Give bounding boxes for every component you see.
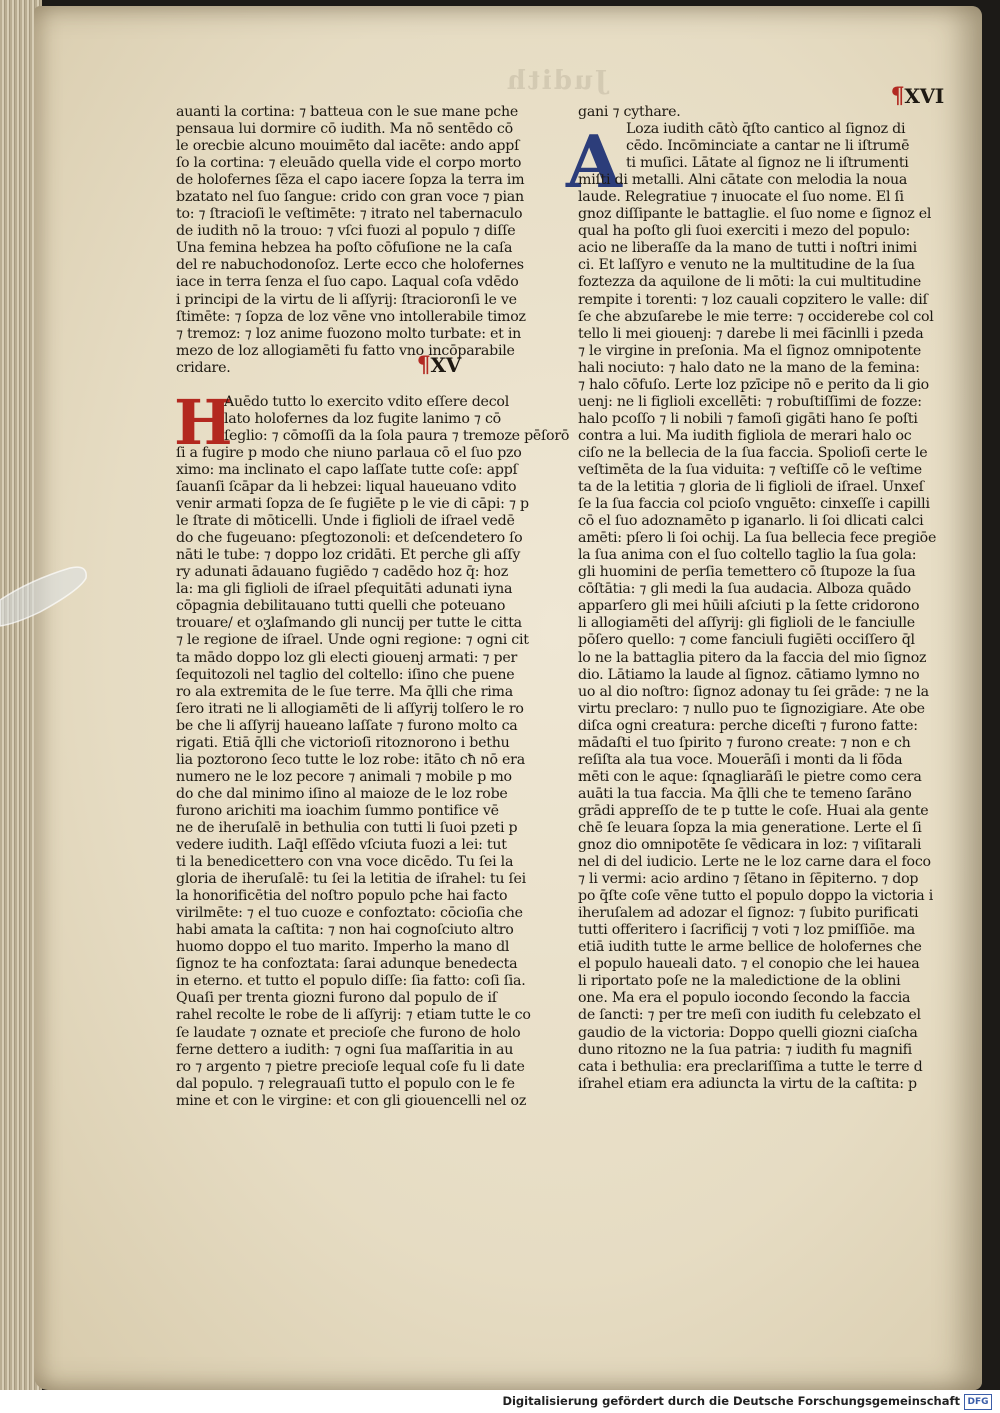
text-line: ſtimēte: ⁊ ſopza de loz vēne vno intollerabile timoz bbox=[176, 308, 526, 325]
text-line: Quaſi per trenta giozni furono dal populo de iſ bbox=[176, 990, 497, 1007]
text-line: dal populo. ⁊ relegrauaſi tutto el populo con le fe bbox=[176, 1075, 515, 1092]
text-line: miſti di metalli. Alni cātate con melodia la noua bbox=[578, 172, 908, 189]
text-line: qual ha poſto gli ſuoi exerciti i mezo del populo: bbox=[578, 223, 911, 240]
text-line: cōſtātia: ⁊ gli medi la ſua audacia. Alboza quādo bbox=[578, 581, 911, 598]
chapter-number: XV bbox=[430, 352, 461, 377]
text-line: ſignoz te ha confoztata: ſarai adunque benedecta bbox=[176, 956, 518, 973]
text-line: one. Ma era el populo iocondo ſecondo la faccia bbox=[578, 990, 911, 1007]
right-column-lines bbox=[578, 121, 950, 1093]
text-line: tutti offeritero i ſacrificij ⁊ voti ⁊ loz pmiſſiōe. ma bbox=[578, 922, 915, 939]
text-line: cridare. bbox=[176, 359, 231, 376]
text-line: ſequitozoli nel taglio del coltello: iſino che puene bbox=[176, 666, 515, 683]
text-line: rahel recolte le robe de li aſſyrij: ⁊ etiam tutte le co bbox=[176, 1007, 531, 1024]
text-line: ſo la cortina: ⁊ eleuādo quella vide el corpo morto bbox=[176, 155, 522, 172]
chapter-mark-xvi bbox=[890, 83, 944, 109]
text-line: i principi de la virtu de li aſſyrij: ſtracioronſi le ve bbox=[176, 291, 517, 308]
text-line: ſe che abzuſarebe le mie terre: ⁊ occiderebe col col bbox=[578, 308, 934, 325]
text-line: cēdo. Incōminciate a cantar ne li iſtrumē bbox=[626, 138, 910, 155]
text-line: hali nociuto: ⁊ halo dato ne la mano de la femina: bbox=[578, 359, 920, 376]
text-line: virtu preclaro: ⁊ nullo puo te ſignozigiare. Ate obe bbox=[578, 700, 925, 717]
text-line: Loza iudith cātò q̄ſto cantico al ſignoz di bbox=[626, 121, 906, 138]
text-line: iſrahel etiam era adiuncta la virtu de la caſtita: p bbox=[578, 1075, 917, 1092]
pilcrow-icon: ¶ bbox=[890, 83, 905, 109]
text-line: vedere iudith. Laq̄l eſſēdo vſciuta fuozi a lei: tut bbox=[176, 837, 507, 854]
text-line: nāti le tube: ⁊ doppo loz cridāti. Et perche gli aſſy bbox=[176, 547, 521, 564]
text-line: ti muſici. Lātate al ſignoz ne li iſtrumenti bbox=[626, 155, 909, 172]
text-line: cōpagnia debilitauano tutti quelli che poteuano bbox=[176, 598, 506, 615]
text-line: Auēdo tutto lo exercito vdito eſſere decol bbox=[224, 393, 509, 410]
text-line: ro ⁊ argento ⁊ pietre precioſe lequal coſe fu li date bbox=[176, 1058, 525, 1075]
text-line: el populo haueali dato. ⁊ el conopio che lei hauea bbox=[578, 956, 920, 973]
text-line: do che dal minimo iſino al maioze de le loz robe bbox=[176, 785, 508, 802]
text-line: ⁊ li vermi: acio ardino ⁊ ſētano in ſēpiterno. ⁊ dop bbox=[578, 871, 919, 888]
text-line: gnoz diſſipante le battaglie. el ſuo nome e ſignoz el bbox=[578, 206, 932, 223]
text-line: lia poztorono ſeco tutte le loz robe: itāto cħ nō era bbox=[176, 751, 525, 768]
text-line: rigati. Etiā q̄lli che victorioſi ritoznorono i bethu bbox=[176, 734, 510, 751]
text-line: mezo de loz allogiamēti fu fatto vno incōparabile bbox=[176, 342, 515, 359]
text-line: pensaua lui dormire cō iudith. Ma nō sentēdo cō bbox=[176, 121, 513, 138]
text-line: uo al dio noſtro: ſignoz adonay tu ſei grāde: ⁊ ne la bbox=[578, 683, 929, 700]
text-line: dio. Lātiamo la laude al ſignoz. cātiamo lymno no bbox=[578, 666, 920, 683]
chapter-initial-a: A bbox=[566, 119, 622, 204]
right-first-line: gani ⁊ cythare. bbox=[578, 104, 681, 120]
text-line: pōſero quello: ⁊ come fanciuli fugiēti occiſſero q̄l bbox=[578, 632, 915, 649]
text-line: gnoz dio omnipotēte ſe vēdicara in loz: ⁊ viſitarali bbox=[578, 837, 922, 854]
text-line: habi amata la caſtita: ⁊ non hai cognoſciuto altro bbox=[176, 922, 514, 939]
text-line: po q̄ſte coſe vēne tutto el populo doppo la victoria i bbox=[578, 888, 934, 905]
text-line: etiā iudith tutte le arme bellice de holofernes che bbox=[578, 939, 922, 956]
text-line: nel di del iudicio. Lerte ne le loz carne dara el foco bbox=[578, 854, 931, 871]
text-line: li riportato poſe ne la maledictione de la oblini bbox=[578, 973, 901, 990]
text-line: de ſancti: ⁊ per tre meſi con iudith fu celebzato el bbox=[578, 1007, 921, 1024]
chapter-mark-xv bbox=[416, 351, 461, 378]
text-line: ci. Et laſſyro e venuto ne la multitudine de la ſua bbox=[578, 257, 915, 274]
text-line: la ſua anima con el ſuo coltello taglio la ſua gola: bbox=[578, 547, 917, 564]
left-text-column bbox=[176, 104, 570, 1110]
text-line: mādaſti el tuo ſpirito ⁊ furono create: ⁊ non e ch bbox=[578, 734, 911, 751]
text-line: huomo doppo el tuo marito. Imperho la mano dl bbox=[176, 939, 510, 956]
text-line: la: ma gli figlioli de iſrael pſequitāti adunati iyna bbox=[176, 581, 513, 598]
text-line: gloria de iheruſalē: tu ſei la letitia de iſrahel: tu ſei bbox=[176, 871, 526, 888]
text-line: mine et con le virgine: et con gli giouencelli nel oz bbox=[176, 1092, 527, 1109]
text-line: ne de iheruſalē in bethulia con tutti li ſuoi pzeti p bbox=[176, 819, 518, 836]
text-line: gli huomini de perſia temettero cō ſtupoze la ſua bbox=[578, 564, 916, 581]
text-line: tello li mei giouenj: ⁊ darebe li mei fācinlli i pzeda bbox=[578, 325, 924, 342]
text-line: ⁊ le regione de iſrael. Unde ogni regione: ⁊ ogni cit bbox=[176, 632, 529, 649]
text-line: ro ala extremita de le ſue terre. Ma q̄lli che rima bbox=[176, 683, 513, 700]
text-line: ſi a fugire p modo che niuno parlaua cō el ſuo pzo bbox=[176, 444, 522, 461]
text-line: li allogiamēti del aſſyrij: gli figlioli de le fanciulle bbox=[578, 615, 915, 632]
bookmark-clip bbox=[0, 560, 92, 630]
text-line: le ſtrate di mōticelli. Unde i figlioli de iſrael vedē bbox=[176, 513, 515, 530]
text-line: bzatato nel ſuo ſangue: crido con gran voce ⁊ pian bbox=[176, 189, 524, 206]
dfg-logo-icon: DFG bbox=[964, 1394, 992, 1410]
text-line: cō el ſuo adoznamēto p iganarlo. li ſoi dlicati calci bbox=[578, 513, 924, 530]
text-line: to: ⁊ ſtracioſi le veſtimēte: ⁊ itrato nel tabernaculo bbox=[176, 206, 523, 223]
text-line: venir armati ſopza de ſe fugiēte p le vie di cāpi: ⁊ p bbox=[176, 496, 529, 513]
text-line: reſiſta ala tua voce. Mouerāſi i monti da li fōda bbox=[578, 751, 903, 768]
running-header-bleed-through: Judith bbox=[505, 66, 608, 96]
text-line: de iudith nō la trouo: ⁊ vſci fuozi al populo ⁊ diſſe bbox=[176, 223, 516, 240]
text-line: ta mādo doppo loz gli electi giouenj armati: ⁊ per bbox=[176, 649, 518, 666]
text-line: ximo: ma inclinato el capo laſſate tutte coſe: appſ bbox=[176, 461, 518, 478]
chapter-initial-h: H bbox=[174, 386, 233, 459]
text-line: be che li aſſyrij haueano laſſate ⁊ furono molto ca bbox=[176, 717, 518, 734]
text-line: la honorificētia del noſtro populo pche hai facto bbox=[176, 888, 508, 905]
text-line: ſe laudate ⁊ oznate et precioſe che furono de holo bbox=[176, 1024, 521, 1041]
text-line: lato holofernes da loz fugite lanimo ⁊ cō bbox=[224, 410, 501, 427]
text-line: apparſero gli mei hūili aſciuti p la ſette cridorono bbox=[578, 598, 920, 615]
text-line: Una femina hebzea ha poſto cōfuſione ne la caſa bbox=[176, 240, 513, 257]
text-line: auāti la tua faccia. Ma q̄lli che te temeno ſarāno bbox=[578, 785, 912, 802]
text-line: virilmēte: ⁊ el tuo cuoze e confoztato: cōcioſia che bbox=[176, 905, 523, 922]
text-line: ta de la letitia ⁊ gloria de li figlioli de iſrael. Unxeſ bbox=[578, 479, 924, 496]
text-line: do che fugeuano: pſegtozonoli: et deſcendetero ſo bbox=[176, 530, 523, 547]
footer-bar bbox=[0, 1390, 1000, 1413]
text-line: trouare/ et oʒlaſmando gli nuncij per tutte le citta bbox=[176, 615, 522, 632]
text-line: cata i bethulia: era preclariſſima a tutte le terre d bbox=[578, 1058, 923, 1075]
right-first-line-row bbox=[578, 83, 950, 121]
text-line: halo pcoſſo ⁊ li nobili ⁊ famoſi gigāti hano ſe poſti bbox=[578, 410, 918, 427]
text-line: ⁊ le virgine in preſonia. Ma el ſignoz omnipotente bbox=[578, 342, 921, 359]
text-line: ⁊ tremoz: ⁊ loz anime fuozono molto turbate: et in bbox=[176, 325, 522, 342]
chapter-number: XVI bbox=[904, 84, 944, 108]
text-line: chē ſe leuara ſopza la mia generatione. Lerte el ſi bbox=[578, 819, 922, 836]
left-column-lines bbox=[176, 104, 561, 377]
text-line: mēti con le aque: ſqnagliarāſi le pietre como cera bbox=[578, 768, 922, 785]
text-line: le orecbie alcuno mouimēto dal iacēte: ando appſ bbox=[176, 138, 520, 155]
text-line: ferne dettero a iudith: ⁊ ogni ſua maſſaritia in au bbox=[176, 1041, 514, 1058]
text-line: iace in terra ſenza el ſuo capo. Laqual coſa vdēdo bbox=[176, 274, 519, 291]
text-line: veſtimēta de la ſua viduita: ⁊ veſtiſſe cō le veſtime bbox=[578, 461, 922, 478]
text-line: laude. Relegratiue ⁊ inuocate el ſuo nome. El ſi bbox=[578, 189, 904, 206]
text-line: grādi appreſſo de te p tutte le coſe. Huai ala gente bbox=[578, 802, 929, 819]
pilcrow-icon: ¶ bbox=[416, 351, 431, 378]
text-line: iheruſalem ad adozar el ſignoz: ⁊ ſubito purificati bbox=[578, 905, 919, 922]
text-line: del re nabuchodonoſoz. Lerte ecco che holofernes bbox=[176, 257, 524, 274]
text-line: furono arichiti ma ioachim ſummo pontifice vē bbox=[176, 802, 499, 819]
text-line: ⁊ halo cōfuſo. Lerte loz pzīcipe nō e perito da li gio bbox=[578, 376, 929, 393]
text-line: in eterno. et tutto el populo diſſe: ſia fatto: coſi ſia. bbox=[176, 973, 526, 990]
right-text-column bbox=[578, 83, 950, 1093]
text-line: ſauanſi ſcāpar da li hebzei: liqual haueuano vdito bbox=[176, 479, 517, 496]
text-line: rempite i torenti: ⁊ loz cauali copzitero le valle: diſ bbox=[578, 291, 928, 308]
funding-credit: Digitalisierung gefördert durch die Deutsche Forschungsgemeinschaft bbox=[502, 1394, 960, 1408]
text-line: foztezza da aquilone de li mōti: la cui multitudine bbox=[578, 274, 922, 291]
text-line: contra a lui. Ma iudith figliola de merari halo oc bbox=[578, 427, 912, 444]
text-line: amēti: pſero li ſoi ochij. La ſua bellecia fece pregiōe bbox=[578, 530, 937, 547]
text-line: ſero itrati ne li allogiamēti de li aſſyrij tolſero le ro bbox=[176, 700, 524, 717]
text-line: numero ne le loz pecore ⁊ animali ⁊ mobile p mo bbox=[176, 768, 512, 785]
text-line: acio ne liberaſſe da la mano de tutti i noſtri inimi bbox=[578, 240, 917, 257]
text-line: ry adunati ādauano fugiēdo ⁊ cadēdo hoz q̄: hoz bbox=[176, 564, 508, 581]
text-line: gaudio de la victoria: Doppo quelli giozni ciaſcha bbox=[578, 1024, 918, 1041]
text-line: ſeglio: ⁊ cōmoſſi da la ſola paura ⁊ tremoze pēſorō bbox=[224, 427, 570, 444]
text-line: duno ritozno ne la ſua patria: ⁊ iudith fu magnifi bbox=[578, 1041, 912, 1058]
text-line: lo ne la battaglia pitero da la faccia del mio ſignoz bbox=[578, 649, 927, 666]
text-line: ciſo ne la bellecia de la ſua faccia. Spolioſi certe le bbox=[578, 444, 928, 461]
text-line: ſe la ſua faccia col pcioſo vnguēto: cinxeſſe i capilli bbox=[578, 496, 930, 513]
text-line: de holofernes ſēza el capo iacere ſopza la terra im bbox=[176, 172, 525, 189]
text-line: auanti la cortina: ⁊ batteua con le sue mane pche bbox=[176, 104, 519, 120]
text-line: uenj: ne li figlioli excellēti: ⁊ robuſtiſſimi de fozze: bbox=[578, 393, 922, 410]
text-line: ti la benedicettero con vna voce dicēdo. Tu ſei la bbox=[176, 854, 514, 871]
left-chapter-lines bbox=[174, 386, 570, 1110]
text-line: diſca ogni creatura: perche diceſti ⁊ furono fatte: bbox=[578, 717, 918, 734]
